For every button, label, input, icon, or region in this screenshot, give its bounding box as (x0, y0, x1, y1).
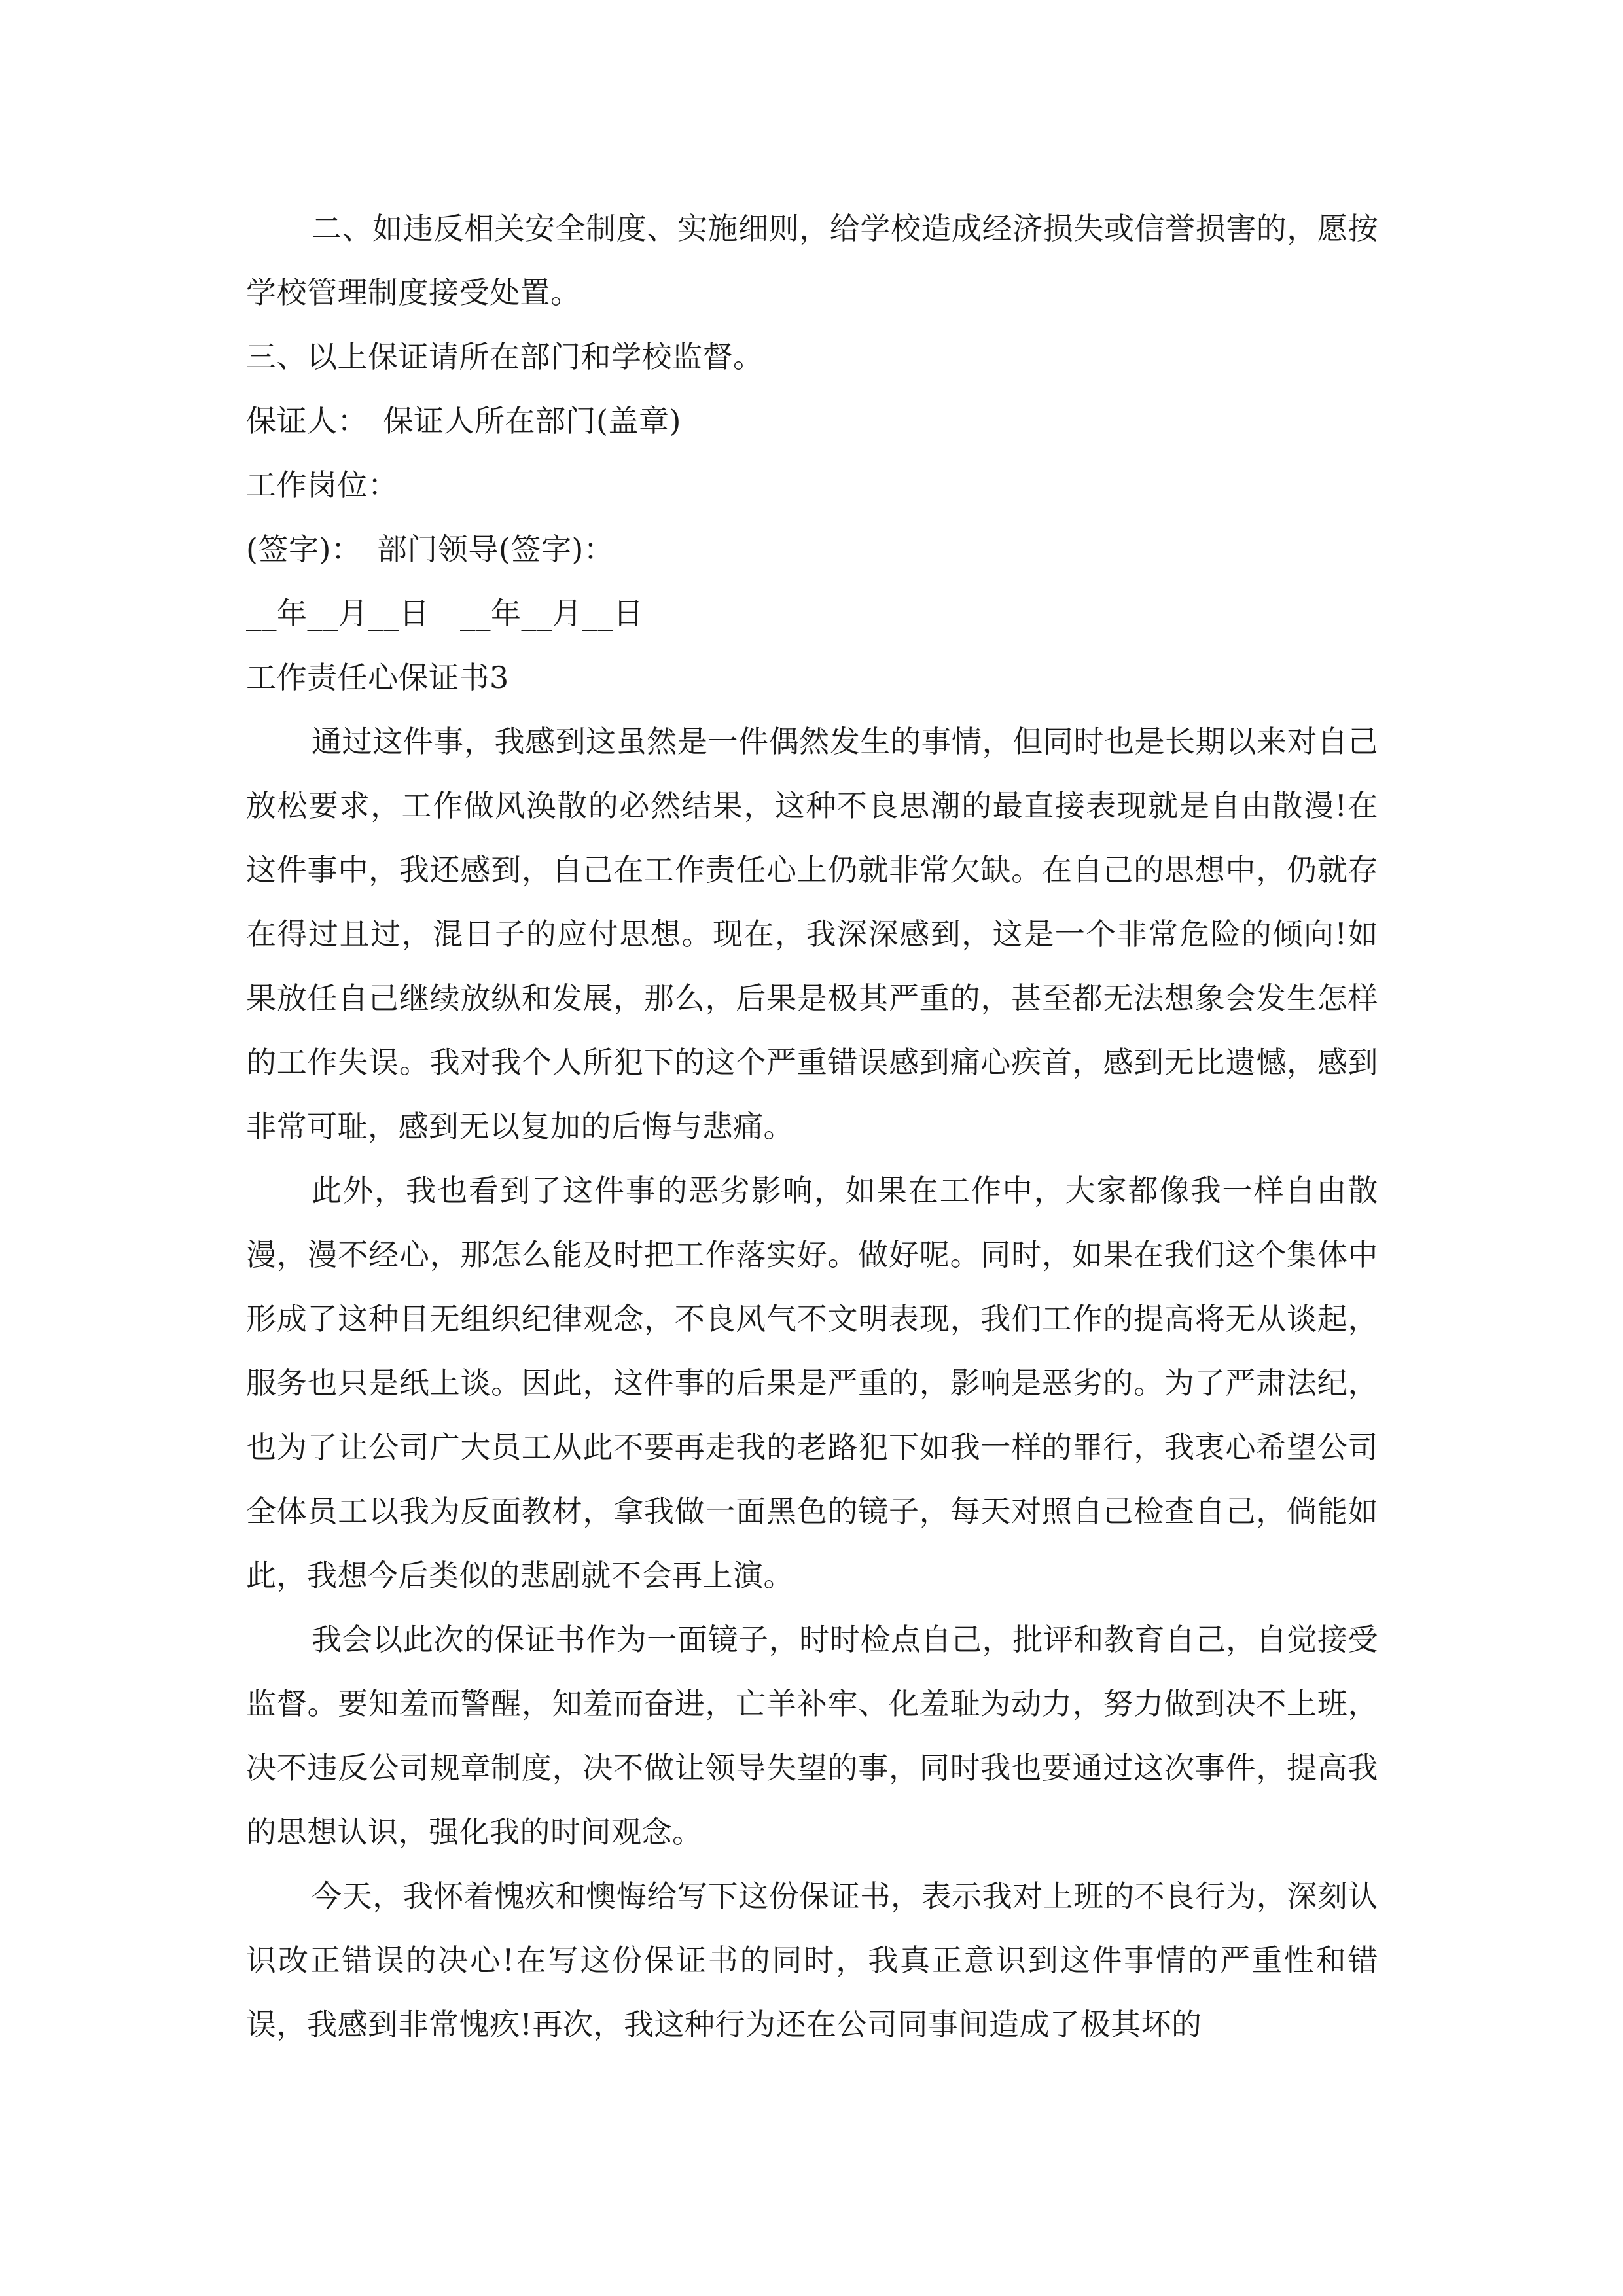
job-position-line: 工作岗位： (246, 467, 399, 503)
date-line: __年__月__日 __年__月__日 (246, 596, 644, 631)
body-paragraph: 此外，我也看到了这件事的恶劣影响，如果在工作中，大家都像我一样自由散漫，漫不经心，那怎么能及时把工作落实好。做好呢。同时，如果在我们这个集体中形成了这种目无组织纪律观念，不良风气不文明表现，我们工作的提高将无从谈起，服务也只是纸上谈。因此，这件事的后果是严重的，影响是恶劣的。为了严肃法纪，也为了让公司广大员工从此不要再走我的老路犯下如我一样的罪行，我衷心希望公司全体员工以我为反面教材，拿我做一面黑色的镜子，每天对照自己检查自己，倘能如此，我想今后类似的悲剧就不会再上演。 (246, 1173, 1378, 1593)
body-paragraph: 通过这件事，我感到这虽然是一件偶然发生的事情，但同时也是长期以来对自己放松要求，工作做风涣散的必然结果，这种不良思潮的最直接表现就是自由散漫!在这件事中，我还感到，自己在工作责任心上仍就非常欠缺。在自己的思想中，仍就存在得过且过，混日子的应付思想。现在，我深深感到，这是一个非常危险的倾向!如果放任自己继续放纵和发展，那么，后果是极其严重的，甚至都无法想象会发生怎样的工作失误。我对我个人所犯下的这个严重错误感到痛心疾首，感到无比遗憾，感到非常可耻，感到无以复加的后悔与悲痛。 (246, 724, 1378, 1144)
body-paragraph: 今天，我怀着愧疚和懊悔给写下这份保证书，表示我对上班的不良行为，深刻认识改正错误的决心!在写这份保证书的同时，我真正意识到这件事情的严重性和错误，我感到非常愧疚!再次，我这种行为还在公司同事间造成了极其坏的 (246, 1878, 1378, 2042)
signature-line: (签字)： 部门领导(签字)： (246, 531, 615, 567)
clause-two-paragraph: 二、如违反相关安全制度、实施细则，给学校造成经济损失或信誉损害的，愿按学校管理制度接受处置。 (246, 211, 1378, 310)
guarantor-line: 保证人： 保证人所在部门(盖章) (246, 403, 681, 439)
body-paragraph: 我会以此次的保证书作为一面镜子，时时检点自己，批评和教育自己，自觉接受监督。要知羞而警醒，知羞而奋进，亡羊补牢、化羞耻为动力，努力做到决不上班，决不违反公司规章制度，决不做让领导失望的事，同时我也要通过这次事件，提高我的思想认识，强化我的时间观念。 (246, 1622, 1378, 1850)
clause-three-paragraph: 三、以上保证请所在部门和学校监督。 (246, 339, 764, 374)
section-title: 工作责任心保证书3 (246, 660, 509, 695)
document-body (246, 196, 1378, 2056)
